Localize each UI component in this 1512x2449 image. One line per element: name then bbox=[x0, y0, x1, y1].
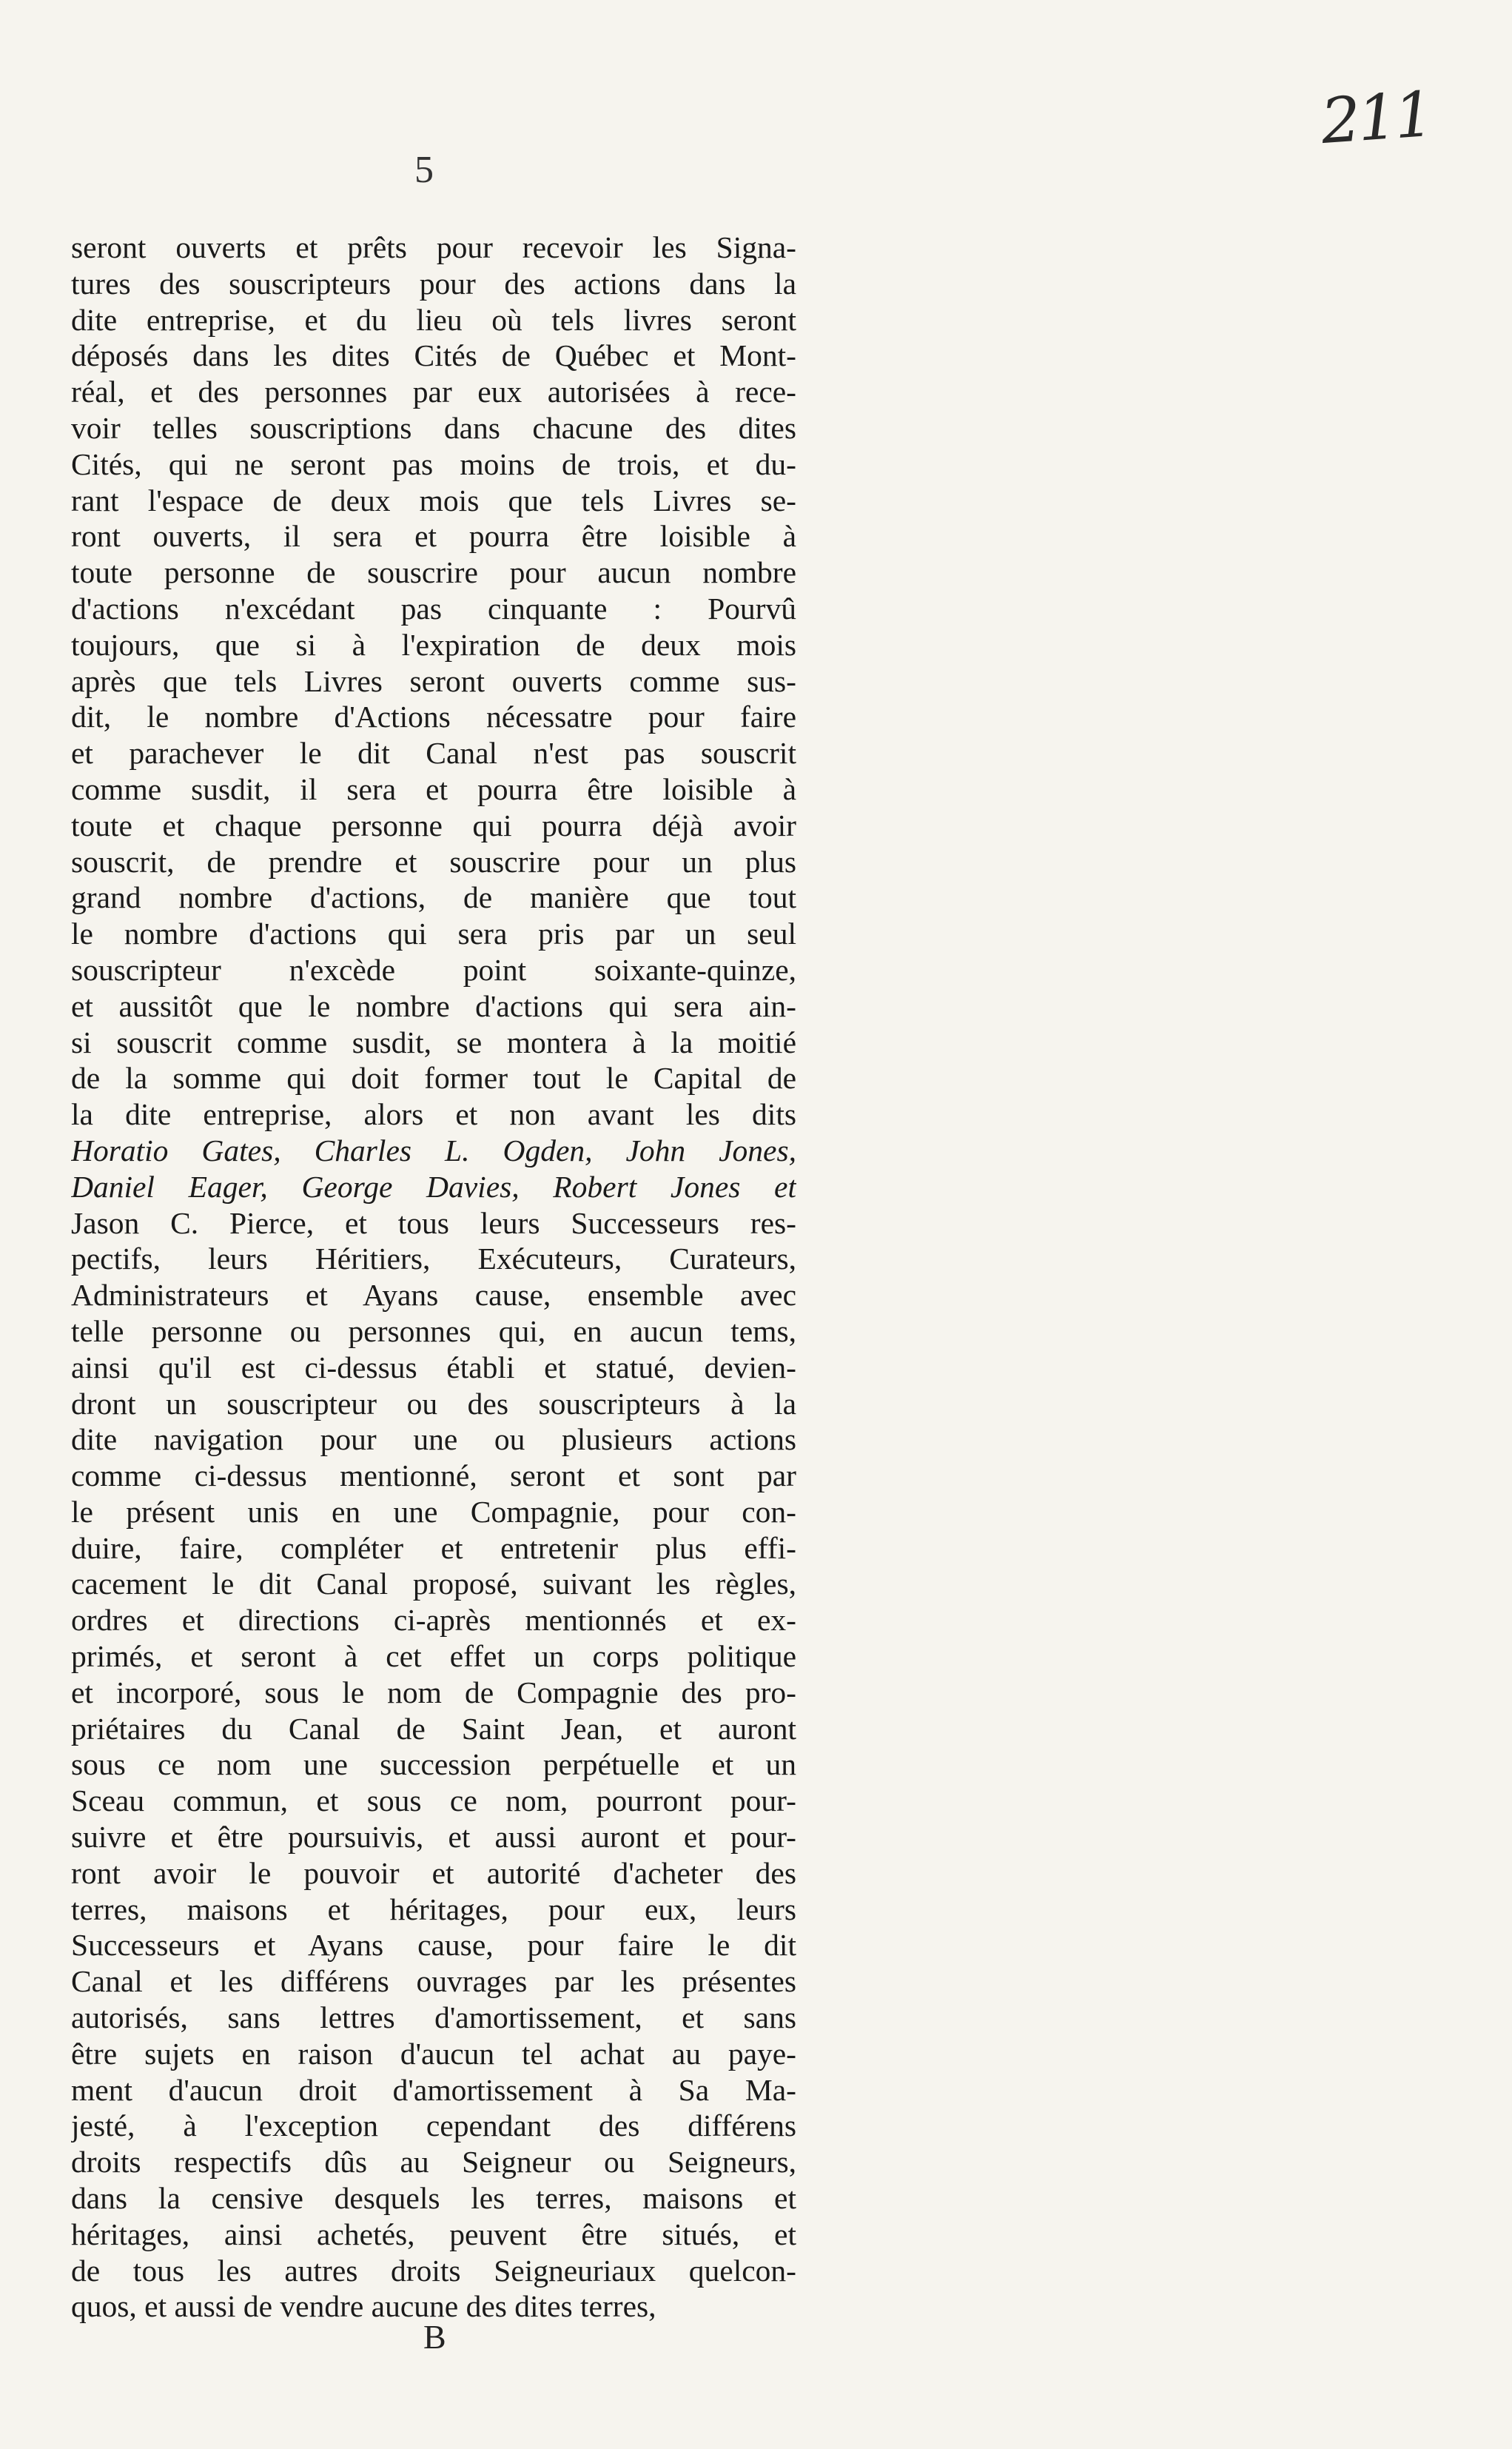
text-line: dit, le nombre d'Actions nécessatre pour faire bbox=[71, 700, 796, 734]
text-line: Horatio Gates, Charles L. Ogden, John Jones, bbox=[71, 1133, 796, 1167]
text-line: et aussitôt que le nombre d'actions qui sera ain- bbox=[71, 988, 796, 1023]
text-line: duire, faire, compléter et entretenir plus effi- bbox=[71, 1530, 796, 1565]
text-line: droits respectifs dûs au Seigneur ou Seigneurs, bbox=[71, 2145, 796, 2180]
text-line: autorisés, sans lettres d'amortissement, et sans bbox=[71, 2000, 796, 2035]
text-line: voir telles souscriptions dans chacune des dites bbox=[71, 410, 796, 445]
text-line: héritages, ainsi achetés, peuvent être situés, et bbox=[71, 2217, 796, 2251]
text-line: être sujets en raison d'aucun tel achat au paye- bbox=[71, 2036, 796, 2071]
text-line: d'actions n'excédant pas cinquante : Pourvû bbox=[71, 591, 796, 626]
text-line: dans la censive desquels les terres, maisons et bbox=[71, 2181, 796, 2216]
text-line: le présent unis en une Compagnie, pour con- bbox=[71, 1494, 796, 1529]
text-line: de la somme qui doit former tout le Capital de bbox=[71, 1061, 796, 1096]
text-line: tures des souscripteurs pour des actions dans la bbox=[71, 266, 796, 301]
text-line: Sceau commun, et sous ce nom, pourront pour- bbox=[71, 1783, 796, 1818]
text-line: ront ouverts, il sera et pourra être loisible à bbox=[71, 519, 796, 554]
text-line: jesté, à l'exception cependant des différens bbox=[71, 2108, 796, 2143]
text-line: ordres et directions ci-après mentionnés et ex- bbox=[71, 1603, 796, 1638]
text-line: Canal et les différens ouvrages par les présentes bbox=[71, 1964, 796, 1999]
text-line: et incorporé, sous le nom de Compagnie des pro- bbox=[71, 1675, 796, 1709]
text-line: comme ci-dessus mentionné, seront et sont par bbox=[71, 1458, 796, 1493]
text-line: ront avoir le pouvoir et autorité d'acheter des bbox=[71, 1855, 796, 1890]
text-line: déposés dans les dites Cités de Québec et Mont- bbox=[71, 338, 796, 373]
text-line: souscrit, de prendre et souscrire pour un plus bbox=[71, 844, 796, 879]
text-line: dront un souscripteur ou des souscripteurs à la bbox=[71, 1386, 796, 1421]
text-line: rant l'espace de deux mois que tels Livres se- bbox=[71, 483, 796, 517]
text-line: ainsi qu'il est ci-dessus établi et statué, devien- bbox=[71, 1350, 796, 1384]
text-line: après que tels Livres seront ouverts comme sus- bbox=[71, 663, 796, 698]
body-text bbox=[71, 230, 796, 2325]
text-line: Administrateurs et Ayans cause, ensemble avec bbox=[71, 1278, 796, 1313]
signature-mark: B bbox=[423, 2318, 446, 2356]
text-line: Daniel Eager, George Davies, Robert Jones et bbox=[71, 1169, 796, 1204]
text-line: seront ouverts et prêts pour recevoir les Signa- bbox=[71, 230, 796, 264]
text-line: toute et chaque personne qui pourra déjà avoir bbox=[71, 808, 796, 842]
text-line: Jason C. Pierce, et tous leurs Successeurs res- bbox=[71, 1205, 796, 1240]
text-line: priétaires du Canal de Saint Jean, et auront bbox=[71, 1711, 796, 1746]
text-line: cacement le dit Canal proposé, suivant les règles, bbox=[71, 1567, 796, 1601]
text-line: et parachever le dit Canal n'est pas souscrit bbox=[71, 736, 796, 771]
text-line: Cités, qui ne seront pas moins de trois, et du- bbox=[71, 446, 796, 481]
text-line: pectifs, leurs Héritiers, Exécuteurs, Curateurs, bbox=[71, 1242, 796, 1276]
text-line: si souscrit comme susdit, se montera à la moitié bbox=[71, 1025, 796, 1059]
text-line: telle personne ou personnes qui, en aucun tems, bbox=[71, 1313, 796, 1348]
text-line: toujours, que si à l'expiration de deux mois bbox=[71, 627, 796, 662]
text-line: Successeurs et Ayans cause, pour faire le dit bbox=[71, 1928, 796, 1963]
text-line: dite entreprise, et du lieu où tels livres seront bbox=[71, 302, 796, 337]
text-line: ment d'aucun droit d'amortissement à Sa Ma- bbox=[71, 2072, 796, 2107]
text-line: quos, et aussi de vendre aucune des dites terres, bbox=[71, 2289, 656, 2324]
text-line: sous ce nom une succession perpétuelle et un bbox=[71, 1747, 796, 1782]
text-line: le nombre d'actions qui sera pris par un seul bbox=[71, 917, 796, 951]
text-line: souscripteur n'excède point soixante-quinze, bbox=[71, 952, 796, 987]
text-line: de tous les autres droits Seigneuriaux quelcon- bbox=[71, 2253, 796, 2288]
text-line: comme susdit, il sera et pourra être loisible à bbox=[71, 771, 796, 806]
text-line: primés, et seront à cet effet un corps politique bbox=[71, 1639, 796, 1674]
text-line: réal, et des personnes par eux autorisées à rece- bbox=[71, 375, 796, 409]
folio-number: 211 bbox=[1318, 77, 1434, 158]
page-number: 5 bbox=[414, 149, 434, 191]
text-line: dite navigation pour une ou plusieurs actions bbox=[71, 1422, 796, 1457]
text-line: grand nombre d'actions, de manière que tout bbox=[71, 880, 796, 915]
text-line: toute personne de souscrire pour aucun nombre bbox=[71, 555, 796, 590]
text-line: suivre et être poursuivis, et aussi auront et pour- bbox=[71, 1820, 796, 1855]
text-line: la dite entreprise, alors et non avant les dits bbox=[71, 1097, 796, 1132]
text-line: terres, maisons et héritages, pour eux, leurs bbox=[71, 1892, 796, 1926]
